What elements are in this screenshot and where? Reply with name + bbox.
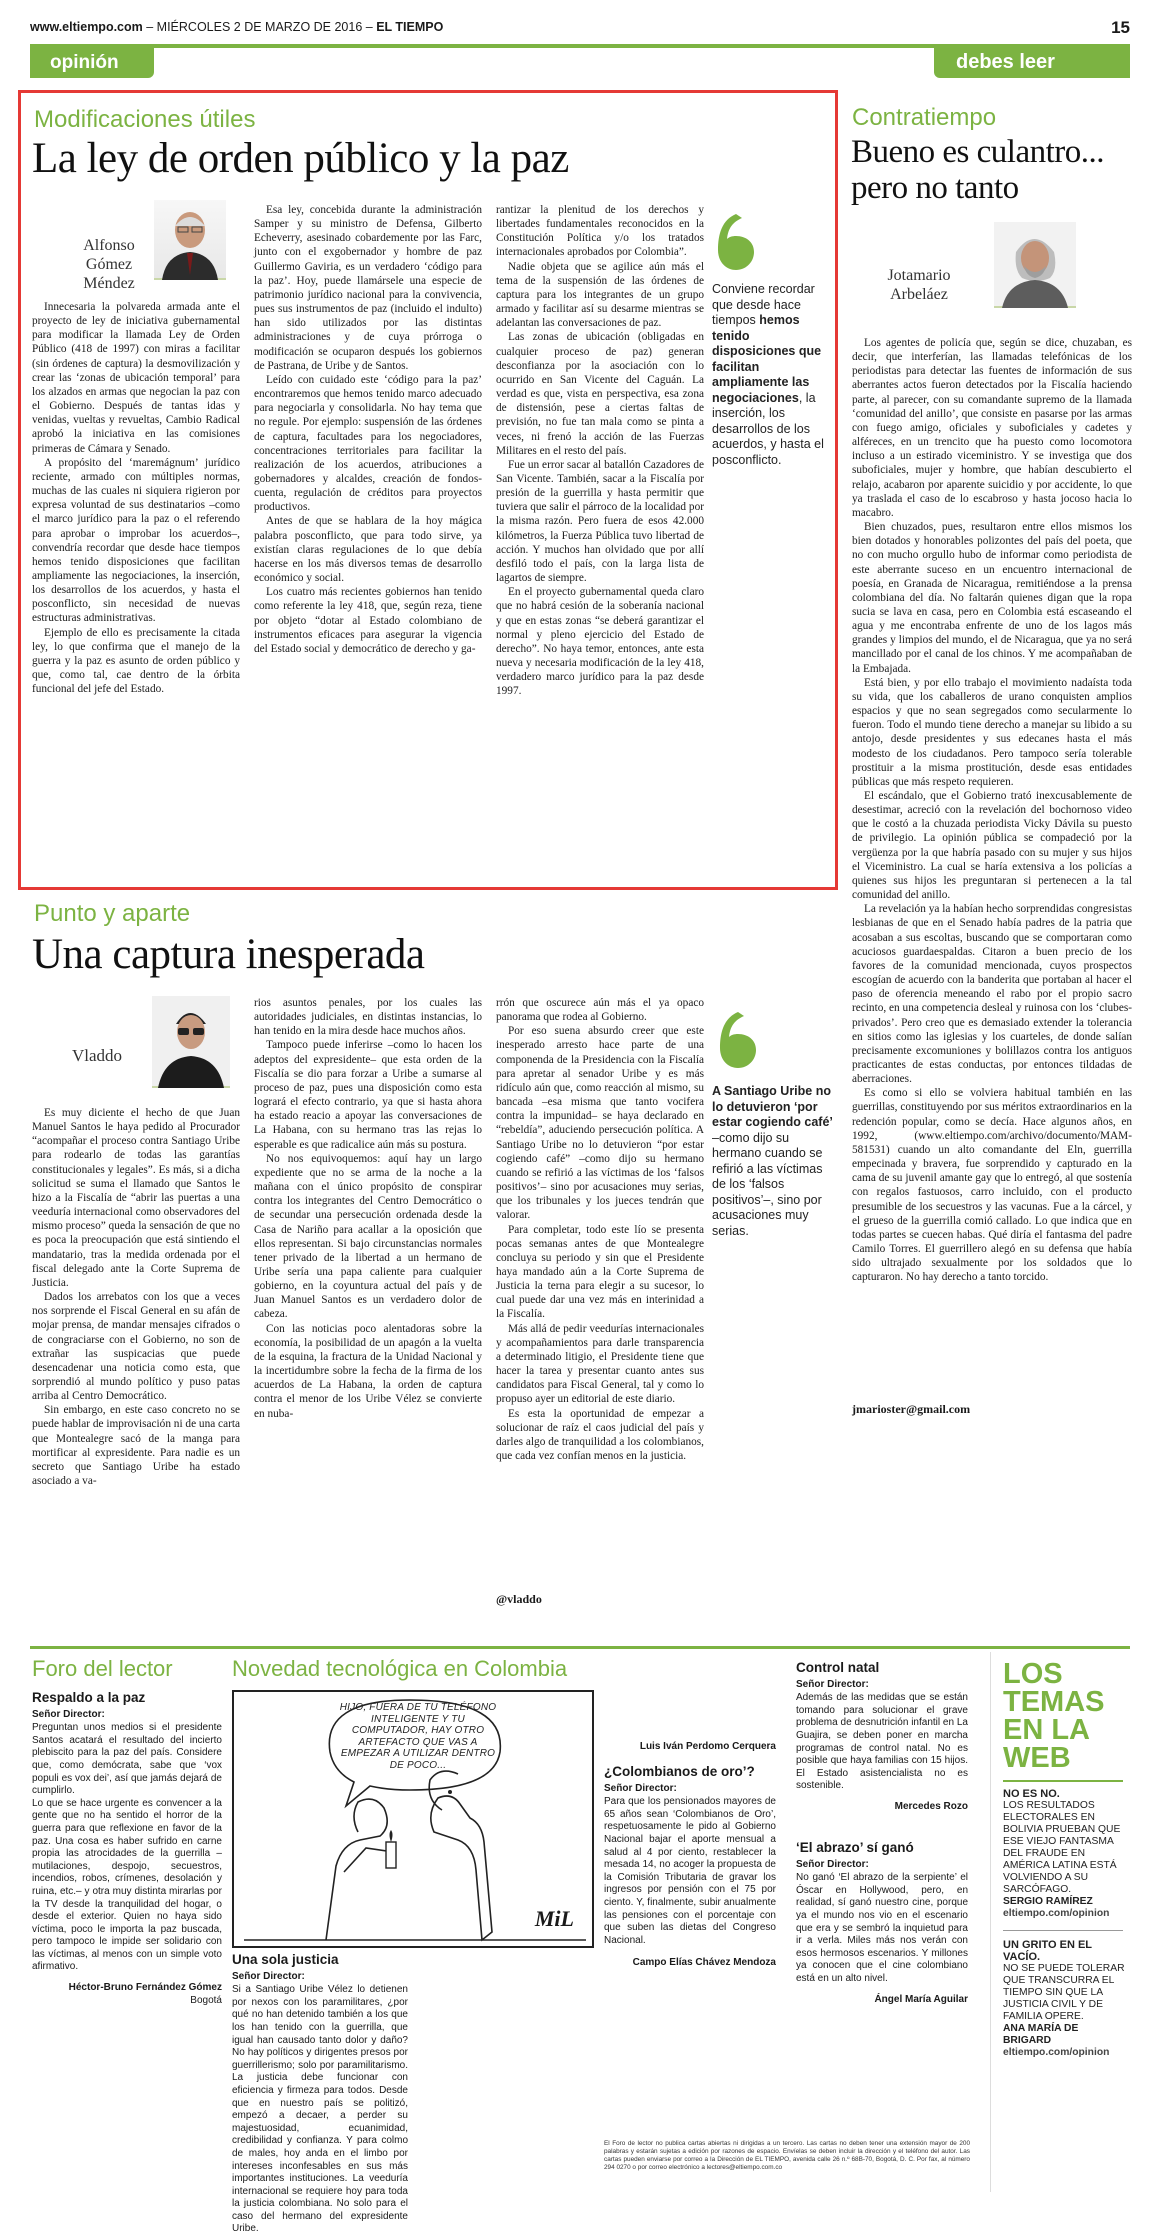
paragraph: Antes de que se hablara de la hoy mágica palabra posconflicto, que para todo sirve, ya existían claras regulaciones de lo que debía hacerse en los más diversos temas de desarrollo económico y social. (254, 515, 482, 585)
author-photo-icon (152, 996, 230, 1088)
web-item-author: SERGIO RAMÍREZ (1003, 1896, 1093, 1907)
article3-title[interactable]: Una captura inesperada (32, 931, 425, 978)
paragraph: Tampoco puede inferirse –como lo hacen los adeptos del expresidente– que esta orden de la Fiscalía se dio para forzar a Uribe a sumarse al proceso de paz, pues una disposición como esta logrará el efecto contrario, ya que si hasta ahora ha estado reacio a apoyar las conversaciones de La Habana, con su hermano tras las rejas lo esperable es que radicalice aún más su postura. (254, 1039, 482, 1151)
paragraph: Los cuatro más recientes gobiernos han tenido como referente la ley 418, que, según reza, tiene por objeto “dotar al Estado colombiano de instrumentos eficaces para asegurar la vigencia del Estado social y democrático de derecho y ga- (254, 586, 482, 655)
paragraph: Está bien, y por ello trabajo el movimiento nadaísta toda su vida, que los caballeros de urano conquisten amplios espacios y que no sean segregados como secularmente lo fueron. Todo el mundo tiene derecho a manejar su libido a su antojo, desde presidentes y sus edecanes hasta el más modesto de los ciudadanos. Pero tampoco sería tolerable prostituir a la misma prostitución, desde esas entidades públicas que más respeto requieren. (852, 676, 1132, 788)
paragraph: Para completar, todo este lío se presenta pocas semanas antes de que Montealegre concluya su periodo y sin que el Presidente haya mandado aún a la Corte Suprema de Justicia la terna para elegir a su sucesor, lo cual puede dar una vez más en interinidad a la Fiscalía. (496, 1223, 704, 1321)
paragraph: rios asuntos penales, por los cuales las autoridades judiciales, en distintas instancias, lo han tenido en la mira desde hace muchos años. (254, 997, 482, 1038)
quote-mark-icon (718, 1010, 758, 1074)
letter-signature: Luis Iván Perdomo Cerquera (639, 1741, 776, 1752)
paragraph: Por eso suena absurdo creer que este inesperado arresto hace parte de una componenda de la Presidencia con la Fiscalía para apretar al senador Uribe y es más ridículo aún que, como reacción al mismo, su bancada –esa misma que tanto vocifera contra la impunidad– se haya declarado en “rebeldía”, aduciendo persecución política. A Santiago Uribe no lo detuvieron “por estar cogiendo café” –como dijo su hermano cuando se refirió a las víctimas de los ‘falsos positivos’– sino por acusaciones muy serias, que los tribunales y los jueces tendrán que valorar. (496, 1025, 704, 1222)
letter-title: Una sola justicia (232, 1952, 339, 1967)
letter-signature: Mercedes Rozo (894, 1800, 968, 1812)
letter-body: Además de las medidas que se están tomando para solucionar el grave problema de desnutrición infantil en La Guajira, se deben poner en marcha programas de control natal. No es posible que haya familias con 15 hijos. El Estado asistencialista no es sostenible. (796, 1692, 968, 1792)
web-item-body: NO SE PUEDE TOLERAR QUE TRANSCURRA EL TIEMPO SIN QUE LA JUSTICIA CIVIL Y DE FAMILIA OPERE. (1003, 1963, 1125, 2022)
article2-author-box (854, 222, 1124, 322)
article3-author-box (36, 996, 232, 1096)
web-item-1[interactable] (1003, 1788, 1125, 1920)
letter-colombianos (604, 1766, 776, 2161)
author-photo (154, 200, 226, 280)
paragraph: Más allá de pedir veedurías internacionales y acompañamientos para darle transparencia a determinado litigio, el Presidente tiene que hacer la tarea y presentar cuanto antes sus candidatos para Fiscal General, tal y como lo propuso ayer un editorial de este diario. (496, 1322, 704, 1406)
cartoon-speech: HIJO, FUERA DE TU TELÉFONO INTELIGENTE Y TU COMPUTADOR, HAY OTRO ARTEFACTO QUE VAS A EMPEZAR A UTILIZAR DENTRO DE POCO... (339, 1702, 497, 1771)
article3-kicker: Punto y aparte (34, 900, 191, 927)
article2-title[interactable]: Bueno es culantro... pero no tanto (851, 134, 1105, 206)
letter-respaldo (32, 1686, 222, 2186)
cartoon-signature: MiL (534, 1906, 574, 1931)
article1-pullquote: Conviene recordar que desde hace tiempos hemos tenido disposiciones que facilitan ampliamente las negociaciones, la inserción, los desarrollos de los acuerdos, y hasta el posconflicto. (712, 282, 824, 467)
paragraph: Los agentes de policía que, según se dice, chuzaban, es decir, que interferían, las llamadas telefónicas de los periodistas para detectar las fuentes de información de sus aberrantes actos fueron detectados por la Fiscalía haciendo parte, al parecer, con su comandante supremo de la llamada ‘comunidad del anillo’, que consiste en pasarse por las armas con fuego amigo, oficiales y suboficiales y cadetes y alféreces, en un trencito que ha puesto como locomotora incluso a un estirado viceministro. Y se investiga que dos suboficiales, mujer y hombre, que habían descubierto el relajo, acabaron por aparente suicidio y por accidente, lo que ya traslada el caso de lo escabroso y hasta jocoso hacia lo macabro. (852, 337, 1132, 519)
article1-column-1 (32, 300, 240, 880)
letter-body: Preguntan unos medios si el presidente Santos acatará el resultado del incierto plebiscito para la paz del país. Considere que, como demócrata, sabe que ‘vox populi es vox dei’, así que jamás dejará de cumplirlo. Lo que se hace urgente es convencer a la gente que no ha sentido el horror de la guerra para que reflexione en favor de la paz. Una cosa es haber sufrido en carne propia las atrocidades de la guerrilla –mutilaciones, despojo, secuestros, incendios, robos, crímenes, desolación y ruina, etc.– y otra muy distinta mirarlas por la TV desde la tranquilidad del hogar, o desde el exterior. Quien no haya sido víctima, poco le importa la paz buscada, pero tampoco le impide ser solidario con las víctimas, al menos con un simple voto afirmativo. (32, 1722, 222, 1973)
letter-salutation: Señor Director: (604, 1782, 677, 1794)
web-item-head: UN GRITO EN EL VACÍO. (1003, 1939, 1092, 1963)
author-name: Jotamario Arbeláez (887, 267, 951, 303)
paragraph: Esa ley, concebida durante la administración Samper y su ministro de Defensa, Gilberto Echeverry, asesinado cobardemente por las Farc, junto con el exgobernador y hombre de paz Guillermo Gaviria, es un verdadero ‘código para la paz’. Hoy, puede llamársele una especie de patrimonio jurídico nacional para la convivencia, pues sus instrumentos de paz (incluido el indulto) han sido utilizados por las distintas administraciones y de cuya prórroga o modificación se ocuparon después los gobiernos de Pastrana, de Uribe y de Santos. (254, 204, 482, 372)
page-number: 15 (1111, 18, 1130, 37)
article1-column-3 (496, 203, 704, 880)
letter-justicia-signature-col (604, 1656, 776, 1756)
web-item-head: NO ES NO. (1003, 1788, 1060, 1800)
letter-title: ¿Colombianos de oro’? (604, 1764, 755, 1779)
paragraph: Dados los arrebatos con los que a veces nos sorprende el Fiscal General en su afán de mojar prensa, de mandar mensajes cifrados o de congraciarse con el Gobierno, no son de extrañar las suspicacias que puede desencadenar una noticia como esta, que sorprendió al mundo político y puso patas arriba al Centro Democrático. (32, 1291, 240, 1403)
web-item-body: LOS RESULTADOS ELECTORALES EN BOLIVIA PRUEBAN QUE ESE VIEJO FANTASMA DEL FRAUDE EN AMÉRICA LATINA ESTÁ VOLVIENDO A SU SARCÓFAGO. (1003, 1800, 1121, 1895)
paragraph: Es muy diciente el hecho de que Juan Manuel Santos le haya pedido al Procurador “acompañar el proceso contra Santiago Uribe para rodearlo de todas las garantías constitucionales y legales”. Es más, si a dicha solicitud se suma el llamado que Santos le hizo a la Fiscalía de “abrir las puertas a una veeduría internacional como observadores del mismo proceso” queda la sensación de que no es poca la preocupación que está sintiendo el mandatario, tras la medida ordenada por el fiscal delegado ante la Corte Suprema de Justicia. (32, 1107, 240, 1289)
web-item-link[interactable]: eltiempo.com/opinion (1003, 1908, 1110, 1919)
paragraph: La revelación ya la habían hecho sorprendidas congresistas lesbianas de que en el Senado había padres de la patria que acosaban a sus escoltas, buscando que se comportaran como acuciosos guardaespaldas. Citaron a buen precio de los favores de la comunidad mencionada, cuyos prospectos escogían de acuerdo con la banderita que portaban al hacer el paso de oferencia meneando el rabo por el propio sacro recinto, en una competencia desleal y ruinosa con los ‘clubes-privados’. Pero creo que es demasiado extender la tolerancia en sitios como las iglesias y los cuarteles, de donde salían precisamente excomuniones y bolillazos contra los antiguos practicantes de estas conductas, por entonces tildadas de aberraciones. (852, 903, 1132, 1086)
section-label: opinión (50, 52, 119, 73)
article3-column-2 (254, 996, 482, 1606)
letter-justicia-cont (414, 1954, 590, 2169)
letter-salutation: Señor Director: (796, 1678, 869, 1690)
article1-title[interactable]: La ley de orden público y la paz (32, 135, 569, 182)
paragraph: Nadie objeta que se agilice aún más el tema de la suspensión de las órdenes de captura para los integrantes de un grupo armado y facilitar así su desarme mientras se adelantan las conversaciones de paz. (496, 260, 704, 330)
paragraph: Las zonas de ubicación (obligadas en cualquier proceso de paz) generan desconfianza por la asociación con lo ocurrido en San Vicente del Caguán. La verdad es que, vista en perspectiva, esa zona de distensión, pese a ciertas faltas de previsión, no fue tan mala como se pinta a veces, ni frenó la acción de las Fuerzas Militares en el resto del país. (496, 331, 704, 457)
paragraph: Es como si ello se volviera habitual también en las guerrillas, constituyendo por sus méritos extraordinarios en la redención popular, como se decía. Hace algunos años, en 1992, (www.eltiempo.com/archivo/documento/MAM-581531) cuando un alto comandante del Eln, guerrilla empecinada y bravera, fue sorprendido y capturado en la cama de su juvenil amante gay que lo entregó, al que sostenía con regalos fastuosos, carro incluido, con el producto presumible de los secuestros y las vacunas. Fue a la cárcel, y el grueso de la guerrilla comió callado. Lo que indica que en todas partes se cuecen habas. Qué diría el fantasma del padre Camilo Torres. El guerrillero alegó en su defensa que había sido ultrajado sexualmente por los soldados que lo capturaron. No hay derecho a tanto torcido. (852, 1087, 1132, 1284)
article2-body (852, 336, 1132, 1401)
paragraph: Ejemplo de ello es precisamente la citada ley, lo que confirma que el manejo de la guerra y la paz es asunto de orden público y que, como tal, cae dentro de la órbita funcional del jefe del Estado. (32, 626, 240, 696)
author-name: Alfonso Gómez Méndez (83, 237, 135, 292)
letter-justicia (232, 1952, 408, 2235)
letter-salutation: Señor Director: (796, 1858, 869, 1870)
article1-kicker: Modificaciones útiles (34, 106, 256, 133)
web-topics-rule (1003, 1930, 1123, 1931)
paragraph: Bien chuzados, pues, resultaron entre ellos mismos los bien dotados y honorables polizontes del país del poeta, que no con mucho orgullo hubo de informar como periodista de este aberrante suceso en un encuentro internacional de poesía, en Granada de Nicaragua, remitiéndose a la prensa colombiana del día. No faltarán quienes digan que la ropa sucia se lava en casa, pero en Colombia está escaseando el agua y me encontraba enfrente de uno de los lagos más grandes y limpios del mundo, el de Nicaragua, que ya no será mancillado por el canal de los chinos. Y me acompañaban de la Embajada. (852, 521, 1132, 675)
letter-body: Si a Santiago Uribe Vélez lo detienen por nexos con los paramilitares, ¿por qué no han detenido también a los que los han tenido con la guerrilla, que igual han causado tanto dolor y daño? No hay políticos y dirigentes presos por guerrillerismo; solo por paramilitarismo. La justicia debe funcionar con eficiencia y firmeza para todos. Desde que en nuestro país se politizó, empezó a decaer, a perder su majestuosidad, ecuanimidad, credibilidad y confianza. Y para colmo de males, hoy anda en el limbo por intereses inconfesables en sus más importantes instituciones. La veeduría internacional se requiere hoy para toda la justicia colombiana. No solo para el caso del hermano del expresidente Uribe. (232, 1984, 408, 2235)
paragraph: En el proyecto gubernamental queda claro que no habrá cesión de la soberanía nacional y que en estas zonas “se deberá garantizar el normal y pleno ejercicio del Estado de derecho”. No haya temor, entonces, ante esta nueva y necesaria modificación de la ley 418, verdadero marco jurídico para la paz desde 1997. (496, 586, 704, 698)
author-name: Vladdo (72, 1046, 123, 1065)
article3-handle[interactable]: @vladdo (496, 1592, 542, 1606)
article3-column-1 (32, 1106, 240, 1606)
paragraph: Es esta la oportunidad de empezar a solucionar de raíz el caos judicial del país y darles algo de tranquilidad a los colombianos, que cada vez confían menos en la justicia. (496, 1407, 704, 1462)
web-item-link[interactable]: eltiempo.com/opinion (1003, 2047, 1110, 2058)
author-photo (152, 996, 230, 1088)
letter-title: Respaldo a la paz (32, 1690, 146, 1705)
letter-control-natal (796, 1662, 968, 1822)
paragraph: rantizar la plenitud de los derechos y libertades fundamentales reconocidos en la Constitución Política y/o los tratados internacionales aprobados por Colombia”. (496, 204, 704, 259)
web-item-2[interactable] (1003, 1939, 1125, 2059)
paragraph: A propósito del ‘maremágnum’ jurídico reciente, armado con múltiples normas, muchas de las cuales ni siquiera rigieron por expresa voluntad de sus destinatarios –como el marco jurídico para la paz o el referendo para aprobar o improbar los acuerdos–, convendría recordar que desde hace tiempos hemos tenido disposiciones que facilitan ampliamente las negociaciones, la inserción, los desarrollos de los acuerdos, y hasta el posconflicto, sin necesidad de nuevas estructuras administrativas. (32, 456, 240, 625)
letter-title: ‘El abrazo’ sí ganó (796, 1840, 914, 1855)
article3-column-3 (496, 996, 704, 1591)
paragraph: Sin embargo, en este caso concreto no se puede hablar de improvisación ni de una carta que Montealegre sacó de la manga para mortificar al expresidente. Para nadie es un secreto que Santiago Uribe ha estado asociado a va- (32, 1404, 240, 1488)
header-date: MIÉRCOLES 2 DE MARZO DE 2016 (156, 20, 363, 34)
article1-column-2 (254, 203, 482, 880)
paragraph: Leído con cuidado este ‘código para la paz’ encontraremos que hemos tenido marco adecuado para negociarla y consolidarla. No hay tema que no regule. Por ejemplo: suspensión de las órdenes de captura, facultades para los negociadores, concentraciones territoriales para facilitar la realización de los acuerdos, atribuciones a gobernadores y alcaldes, creación de fondos-cuenta, regulación de créditos para proyectos productivos. (254, 373, 482, 514)
cartoon-heading: Novedad tecnológica en Colombia (232, 1656, 568, 1681)
letter-body: Para que los pensionados mayores de 65 años sean ‘Colombianos de Oro’, respetuosamente le pido al Gobierno Nacional bajar el aporte mensual a salud al 4 por ciento, restablecer la mesada 14, no acoger la propuesta de la Comisión Tributaria de gravar los ingresos por pensión con el 75 por ciento. Y, finalmente, subir anualmente las pensiones con el porcentaje con que suben las dietas del Congreso Nacional. (604, 1796, 776, 1946)
paragraph: Innecesaria la polvareda armada ante el proyecto de ley de iniciativa gubernamental para modificar la llamada Ley de Orden Público (418 de 1997) con miras a facilitar (sin órdenes de captura) la desmovilización y crear las ‘zonas de ubicación temporal’ para los alzados en armas que negocian la paz con el Gobierno. Después de tantas idas y venidas, vueltas y revueltas, Cambio Radical aprobó la iniciativa en las comisiones primeras de Cámara y Senado. (32, 301, 240, 455)
author-photo-icon (154, 200, 226, 280)
page-header: www.eltiempo.com – MIÉRCOLES 2 DE MARZO DE 2016 – EL TIEMPO 15 (30, 18, 1130, 37)
debes-leer-tab (934, 48, 1130, 78)
letter-el-abrazo (796, 1842, 968, 2067)
paragraph: Con las noticias poco alentadoras sobre la economía, la posibilidad de un apagón a la vuelta de la esquina, la fractura de la Unidad Nacional y la incertidumbre sobre la fecha de la firma de los acuerdos de La Habana, la orden de captura contra el menor de los Uribe Vélez se convierte en nuba- (254, 1322, 482, 1420)
letter-city: Bogotá (190, 1994, 222, 2006)
foro-footnote: El Foro de lector no publica cartas abiertas ni dirigidas a un tercero. Las cartas no deben tener una extensión mayor de 200 palabras y estarán sujetas a edición por razones de espacio. Envíelas se deben incluir la dirección y el teléfono del autor. Las cartas pueden enviarse por correo a la Dirección de EL TIEMPO, avenida calle 26 n.º 68B-70, Bogotá, D. C. Por fax, al número 294 0270 o por correo electrónico a lectores@eltiempo.com.co (604, 2140, 970, 2171)
web-topics-rule (1003, 1780, 1123, 1782)
letter-signature: Campo Elías Chávez Mendoza (632, 1957, 776, 1969)
article2-kicker: Contratiempo (852, 104, 997, 131)
paragraph: El escándalo, que el Gobierno trató inexcusablemente de desestimar, acreció con la revelación del bochornoso video que le costó a la chuzada periodista Vicky Dávila su puesto de privilegio. La opinión pública se compadeció por la vergüenza por la que habría pasado con su mujer y sus hijos el Viceministro. La cual se haría extensiva a los policías a quienes sus hijos les preguntaran si pertenecen a la tal comunidad del anillo. (852, 790, 1132, 902)
letter-title: Control natal (796, 1660, 880, 1675)
quote-mark-icon (716, 212, 756, 276)
letter-salutation: Señor Director: (232, 1970, 305, 1982)
paragraph: rrón que oscurece aún más el ya opaco panorama que rodea al Gobierno. (496, 997, 704, 1024)
web-topics-sidebar (990, 1652, 1130, 2192)
header-paper: EL TIEMPO (376, 20, 444, 34)
author-photo-icon (994, 222, 1076, 308)
cartoon-frame[interactable] (232, 1690, 594, 1948)
paragraph: Fue un error sacar al batallón Cazadores de San Vicente. También, sacar a la Fiscalía por presión de la guerrilla y hasta permitir que tuviera que salir el párroco de la localidad por la misma razón. Pero fuera de esos 42.000 kilómetros, la Fuerza Pública tuvo libertad de acción. Y muchos han olvidado que por allí desfiló todo el país, con la larga lista de lagartos de siempre. (496, 458, 704, 585)
web-topics-title: LOS TEMAS EN LA WEB (1003, 1658, 1105, 1774)
letter-body: No ganó ‘El abrazo de la serpiente’ el Óscar en Hollywood, pero, en realidad, sí ganó nuestro cine, porque ya el mundo nos vio en el escenario que era y se sembró la inquietud para ir a verla. Miles más nos verán con esos hermosos escenarios. Y millones ya conocen que el cine colombiano está en un alto nivel. (796, 1872, 968, 1984)
bottom-divider (30, 1646, 1130, 1649)
article3-pullquote: A Santiago Uribe no lo detuvieron ‘por estar cogiendo café’ –como dijo su hermano cuando se refirió a las víctimas de los ‘falsos positivos’–, sino por acusaciones muy serias. (712, 1084, 833, 1238)
article2-email[interactable]: jmarioster@gmail.com (852, 1402, 971, 1416)
letter-signature: Ángel María Aguilar (874, 1993, 968, 2005)
debes-leer-label: debes leer (956, 51, 1055, 73)
foro-heading: Foro del lector (32, 1656, 173, 1681)
letter-salutation: Señor Director: (32, 1708, 105, 1720)
paragraph: No nos equivoquemos: aquí hay un largo expediente que no se arma de la noche a la mañana con el único propósito de conspirar contra los integrantes del Centro Democrático o de secundar una persecución ordenada desde la Casa de Nariño para acallar a la oposición que ellos representan. Si bajo circunstancias normales tener privado de la libertad a un hermano de Uribe sería una papa caliente para cualquier gobierno, en la coyuntura actual del país y de Juan Manuel Santos es un verdadero dolor de cabeza. (254, 1152, 482, 1321)
author-photo (994, 222, 1076, 308)
letter-signature: Héctor-Bruno Fernández Gómez (68, 1982, 222, 1994)
article1-author-box (36, 200, 232, 296)
section-tab (30, 48, 154, 78)
header-site[interactable]: www.eltiempo.com (30, 20, 143, 34)
web-item-author: ANA MARÍA DE BRIGARD (1003, 2023, 1079, 2046)
